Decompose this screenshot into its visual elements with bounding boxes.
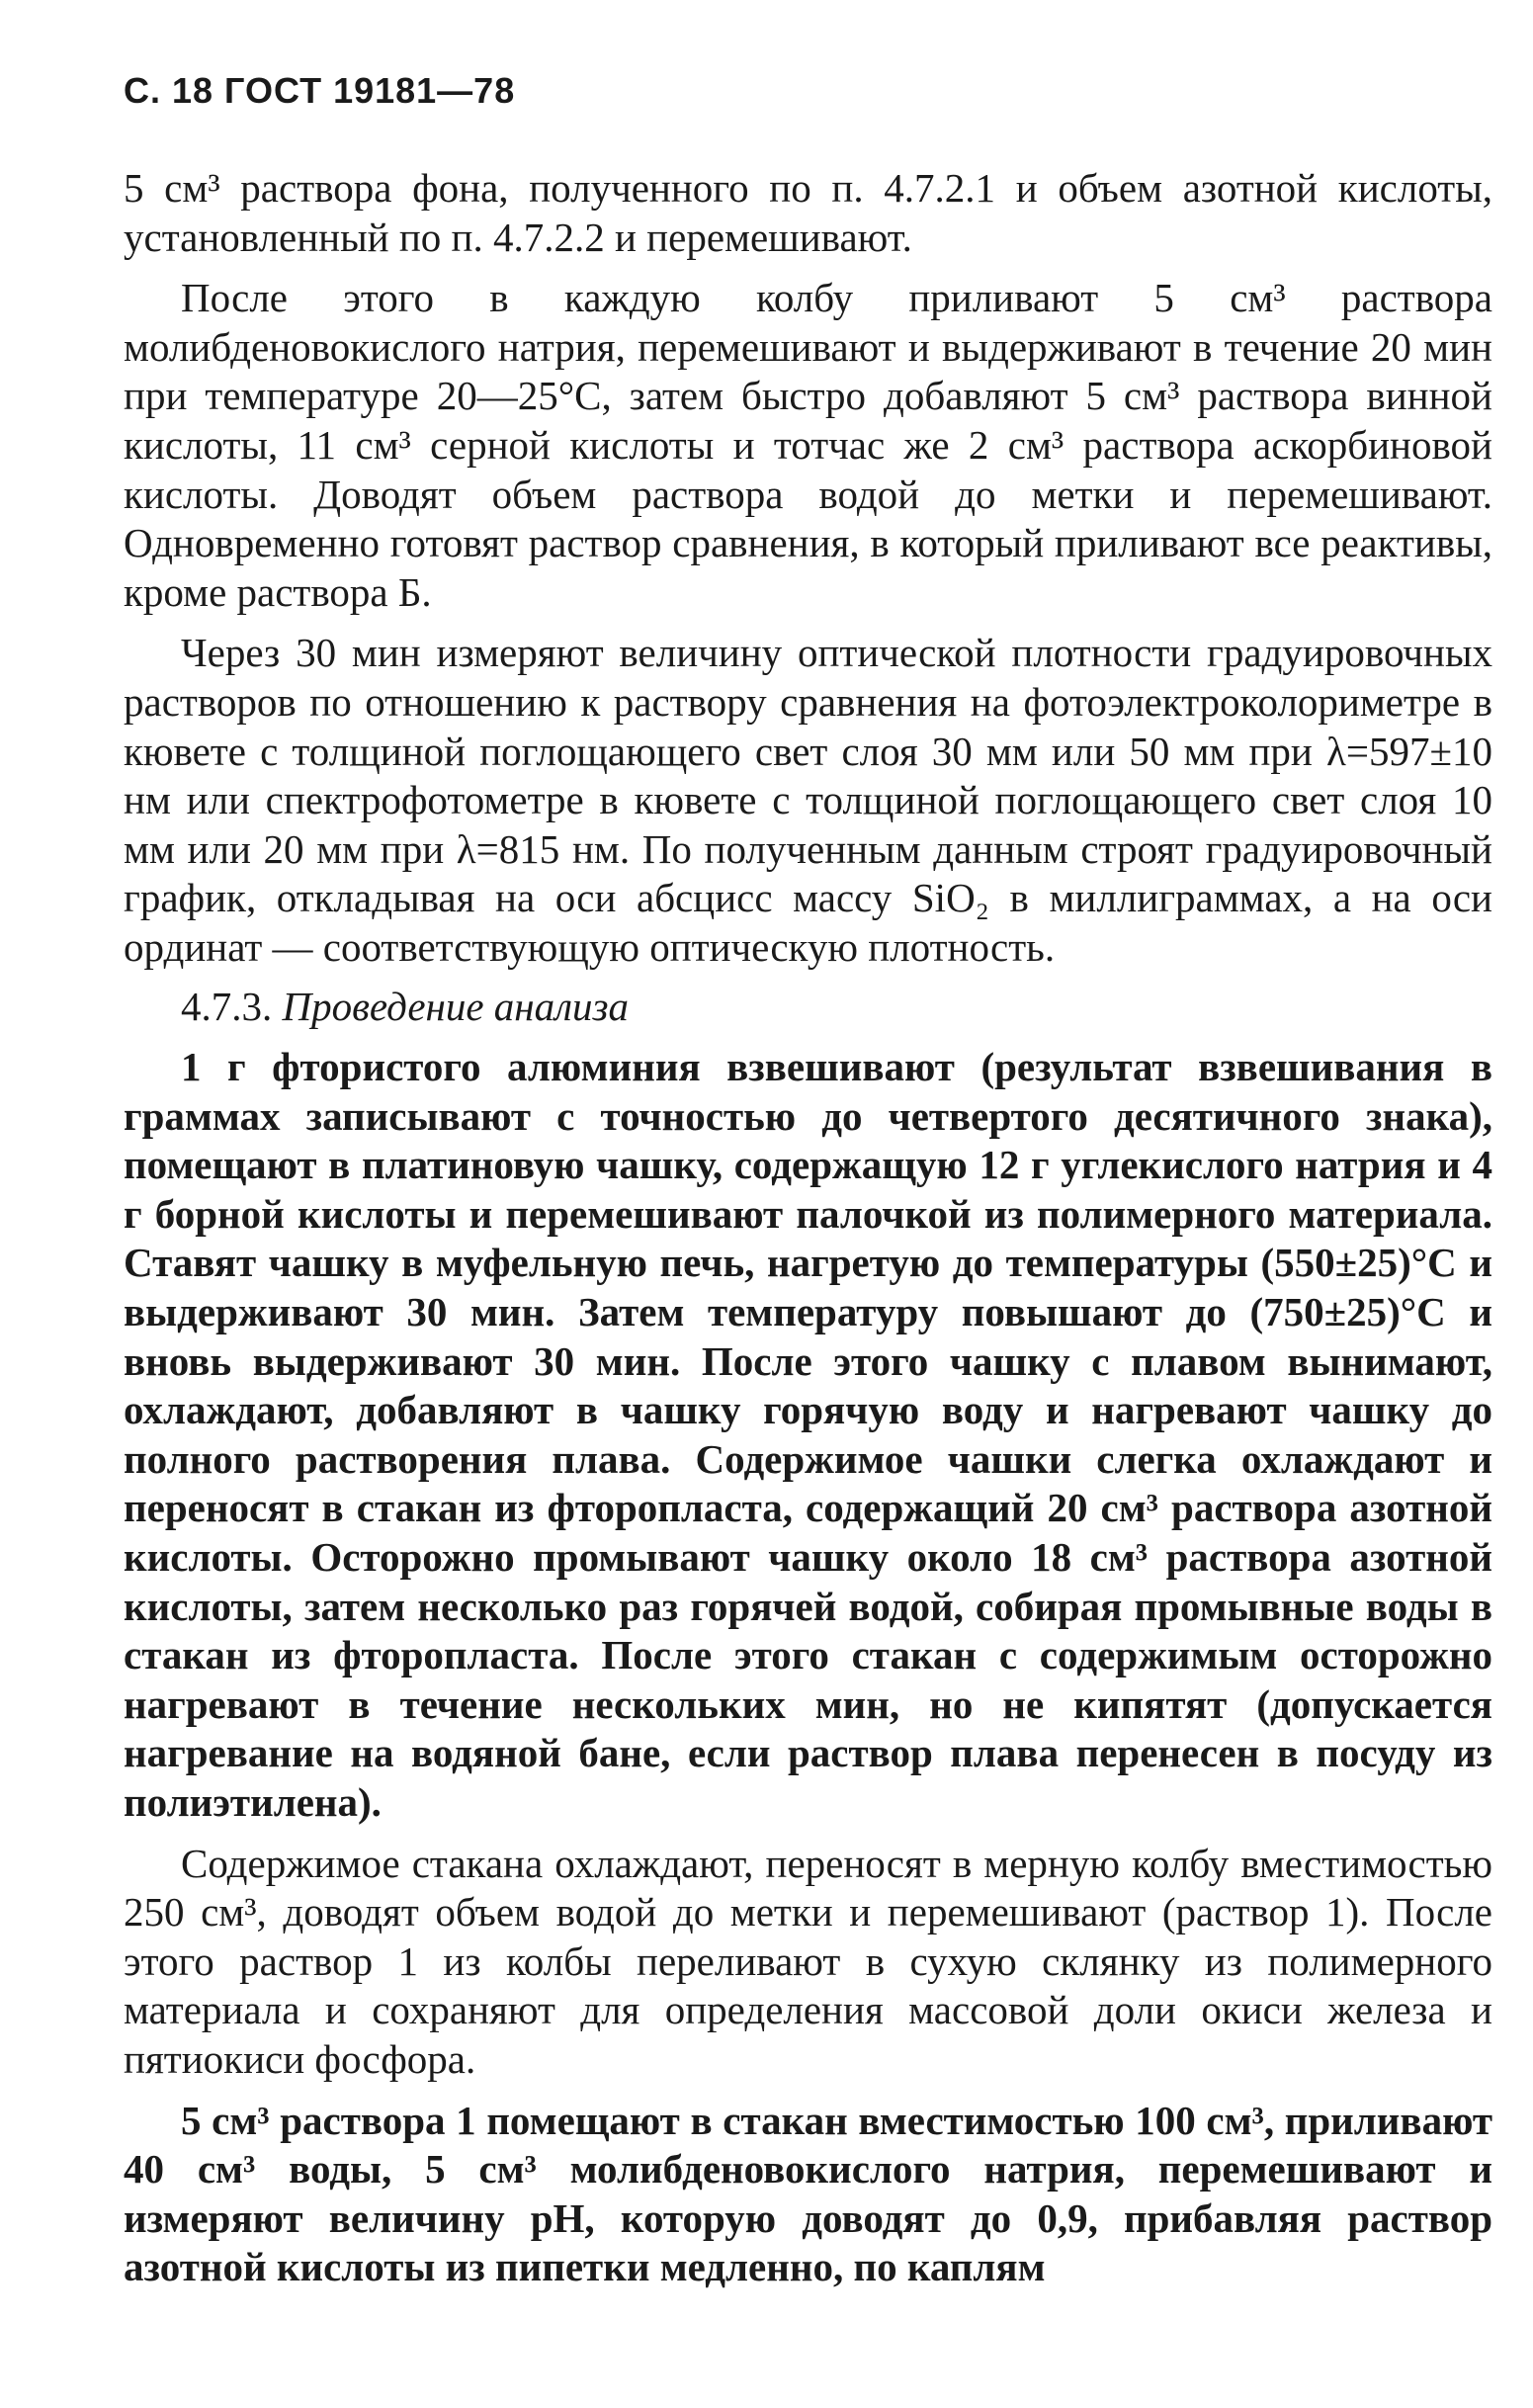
document-page [124, 69, 1492, 2292]
paragraph-5: Содержимое стакана охлаждают, переносят в мерную колбу вместимостью 250 см³, доводят объем водой до метки и перемешивают (раствор 1). После этого раствор 1 из колбы переливают в сухую склянку из полимерного материала и сохраняют для определения массовой доли окиси железа и пятиокиси фосфора. [124, 1840, 1492, 2082]
section-number: 4.7.3. [181, 983, 273, 1029]
page-header: С. 18 ГОСТ 19181—78 [124, 70, 516, 111]
paragraph-3: Через 30 мин измеряют величину оптической плотности градуировочных растворов по отношению к раствору сравнения на фотоэлектроколориметре в кювете с толщиной поглощающего свет слоя 30 мм или 50 мм при λ=597±10 нм или спектрофотометре в кювете с толщиной поглощающего свет слоя 10 мм или 20 мм при λ=815 нм. По полученным данным строят градуировочный график, откладывая на оси абсцисс массу SiO₂ в миллиграммах, а на оси ординат — соответствующую оптическую плотность. [124, 630, 1492, 970]
paragraph-4: 1 г фтористого алюминия взвешивают (результат взвешивания в граммах записывают с точностью до четвертого десятичного знака), помещают в платиновую чашку, содержащую 12 г углекислого натрия и 4 г борной кислоты и перемешивают палочкой из полимерного материала. Ставят чашку в муфельную печь, нагретую до температуры (550±25)°С и выдерживают 30 мин. Затем температуру повышают до (750±25)°С и вновь выдерживают 30 мин. После этого чашку с плавом вынимают, охлаждают, добавляют в чашку горячую воду и нагревают чашку до полного растворения плава. Содержимое чашки слегка охлаждают и переносят в стакан из фторопласта, содержащий 20 см³ раствора азотной кислоты. Осторожно промывают чашку около 18 см³ раствора азотной кислоты, затем несколько раз горячей водой, собирая промывные воды в стакан из фторопласта. После этого стакан с содержимым осторожно нагревают в течение нескольких мин, но не кипятят (допускается нагревание на водяной бане, если раствор плава перенесен в посуду из полиэтилена). [124, 1044, 1492, 1825]
section-title: Проведение анализа [282, 983, 630, 1029]
paragraph-2: После этого в каждую колбу приливают 5 см³ раствора молибденовокислого натрия, перемешивают и выдерживают в течение 20 мин при температуре 20—25°С, затем быстро добавляют 5 см³ раствора винной кислоты, 11 см³ серной кислоты и тотчас же 2 см³ раствора аскорбиновой кислоты. Доводят объем раствора водой до метки и перемешивают. Одновременно готовят раствор сравнения, в который приливают все реактивы, кроме раствора Б. [124, 275, 1492, 615]
section-heading [124, 983, 1492, 1032]
paragraph-6: 5 см³ раствора 1 помещают в стакан вместимостью 100 см³, приливают 40 см³ воды, 5 см³ молибденовокислого натрия, перемешивают и измеряют величину рН, которую доводят до 0,9, прибавляя раствор азотной кислоты из пипетки медленно, по каплям [124, 2097, 1492, 2290]
paragraph-1: 5 см³ раствора фона, полученного по п. 4.7.2.1 и объем азотной кислоты, установленный по п. 4.7.2.2 и перемешивают. [124, 165, 1492, 260]
